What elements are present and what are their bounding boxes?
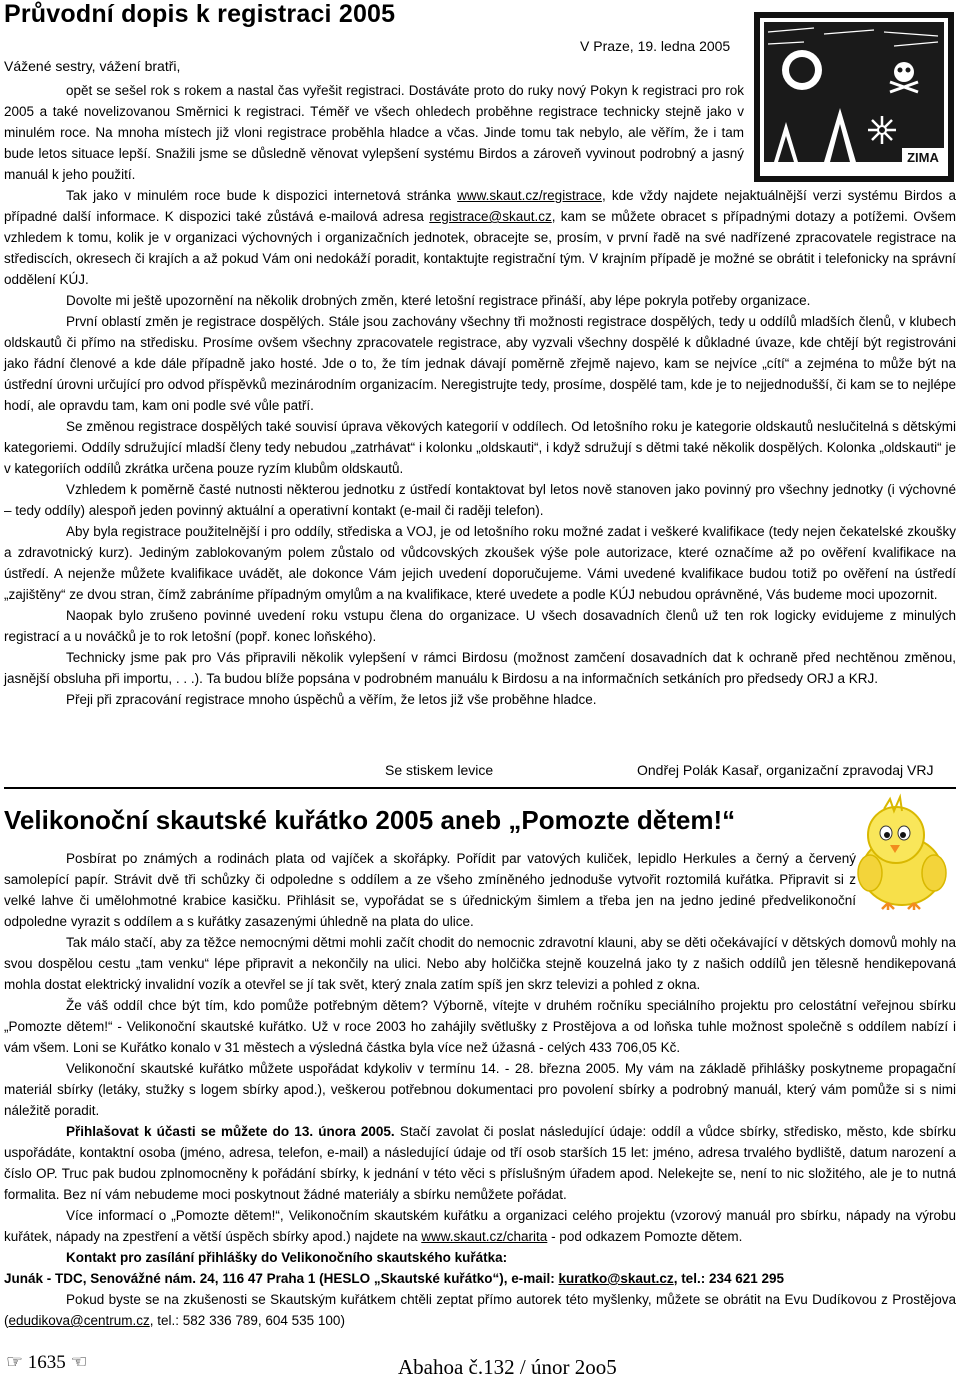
registration-email-link[interactable]: registrace@skaut.cz	[429, 209, 552, 224]
charity-url-link[interactable]: www.skaut.cz/charita	[421, 1229, 548, 1244]
article-paragraph-2: Tak málo stačí, aby za těžce nemocnými dětmi mohli začít chodit do nemocnic zdravotní klauni, aby se děti očekávající v dětských domovů mohly na svou dospělou cestu „tam venku“ lépe připravit a nekončily na ulici. Nebo aby holčička stejně kouzelná jako ty z našich oddílů jen tělesně hendikepovaná mohla dostat elektrický invalidní vozík a otevřel se jí tak svět, který znala zatím spíš jen skrz televizi a pohled z okna.	[4, 935, 956, 992]
woodcut-label: ZIMA	[907, 150, 939, 165]
pointing-hand-icon-left: ☜	[70, 1352, 88, 1373]
letter-paragraph-4: První oblastí změn je registrace dospělých. Stále jsou zachovány všechny tři možnosti registrace dospělých, tedy u oddílů mladších členů, v klubech oldskautů či přímo na středisku. Prosíme ovšem všechny zpracovatele registrace, aby vyzvali všechny dospělé k důkladné úvaze, kde chtějí být registrováni jako řádní členové a kde dále případně jako hosté. Jde o to, že tím jednak dávají poměrně zřejmě najevo, kam se nejvíce „cítí“ a zejména to může být na ústřední úrovni určující pro odvod příspěvků mezinárodním organizacím. Neregistrujte tedy, prosíme, dospělé tam, kde je to nejjednodušší, či kam se to nejlépe hodí, ale opravdu tam, kam oni podle své vůle patří.	[4, 314, 956, 413]
letter-paragraph-10: Přeji při zpracování registrace mnoho úspěchů a věřím, že letos již vše proběhne hladce.	[66, 692, 597, 707]
letter-paragraph-2: Tak jako v minulém roce bude k dispozici internetová stránka www.skaut.cz/registrace, kde vždy najdete nejaktuálnější verzi systému Birdos a případné další informace. K dispozici také zůstává e-mailová adresa registrace@skaut.cz, kam se můžete obracet s případnými dotazy a potížemi. Ovšem vzhledem k tomu, kolik je v organizaci výchovných i organizačních jednotek, obracejte se, prosím, v první řadě na své nadřízené zpracovatele registrace na střediscích, okresech či krajích a až pokud Vám oni nedokáží poradit, kontaktujte registrační tým. V krajním případě je možné se obrátit i telefonicky na správní oddělení KÚJ.	[4, 188, 956, 287]
article-body	[4, 848, 956, 1331]
kuratko-email-link[interactable]: kuratko@skaut.cz	[558, 1271, 674, 1286]
signature-greeting: Se stiskem levice	[385, 762, 494, 778]
article-paragraph-7: Pokud byste se na zkušenosti se Skautským kuřátkem chtěli zeptat přímo autorek této myšlenky, můžete se obrátit na Evu Dudíkovou z Prostějova (edudikova@centrum.cz, tel.: 582 336 789, 604 535 100)	[4, 1292, 956, 1328]
letter-paragraph-3: Dovolte mi ještě upozornění na několik drobných změn, které letošní registrace přináší, aby lépe pokryla potřeby organizace.	[66, 293, 811, 308]
article-paragraph-5: Přihlašovat k účasti se můžete do 13. února 2005. Stačí zavolat či poslat následující údaje: oddíl a vůdce sbírky, středisko, město, kde sbírku uspořádáte, kontaktní osoba (jméno, adresa, telefon, e-mail) a následující údaje od tří osob starších 15 let: jméno, adresa trvalého bydliště, datum narození a číslo OP. Truc pak budou zplnomocněny k pořádání sbírky, k jednání v této věci s příslušným úřadem apod. Nelekejte se, není to nic složitého, ale je to nutná formalita. Bez ní vám nebudeme moci poskytnout žádné materiály a sbírku nemůžete pořádat.	[4, 1124, 956, 1202]
contact-address: Junák - TDC, Senovážné nám. 24, 116 47 Praha 1 (HESLO „Skautské kuřátko“), e-mail: kuratko@skaut.cz, tel.: 234 621 295	[4, 1271, 785, 1286]
letter-greeting: Vážené sestry, vážení bratři,	[4, 58, 181, 74]
letter-paragraph-8: Naopak bylo zrušeno povinné uvedení roku vstupu člena do organizace. U všech dosavadních členů už ten rok logicky evidujeme z minulých registrací a u nováčků je to rok letošní (popř. konec loňského).	[4, 608, 956, 644]
contact-heading: Kontakt pro zasílání přihlášky do Velikonočního skautského kuřátka:	[66, 1250, 508, 1265]
article-paragraph-3: Že váš oddíl chce být tím, kdo pomůže potřebným dětem? Výborně, vítejte v druhém ročníku speciálního projektu pro celostátní veřejnou sbírku „Pomozte dětem!“ - Velikonoční skautské kuřátko. Už v roce 2003 ho zahájily světlušky z Prostějova a od loňska tuhle možnost společně s oddílem nabízí i vám všem. Loni se Kuřátko konalo v 31 městech a výsledná částka byla více než úžasná - celých 433 706,05 Kč.	[4, 998, 956, 1055]
winter-woodcut-image	[754, 12, 954, 182]
signup-deadline: Přihlašovat k účasti se můžete do 13. února 2005.	[66, 1124, 395, 1139]
letter-paragraph-9: Technicky jsme pak pro Vás připravili několik vylepšení v rámci Birdosu (možnost zamčení dosavadních dat k ochraně před nechtěnou změnou, jasnější obsluha při importu, . . .). Ta budou blíže popsána v podrobném manuálu k Birdosu a na informačních setkáních pro předsedy ORJ a KRJ.	[4, 650, 956, 686]
page-number: ☞ 1635 ☜	[6, 1352, 88, 1373]
letter-paragraph-1: opět se sešel rok s rokem a nastal čas vyřešit registraci. Dostáváte proto do ruky nový Pokyn k registraci pro rok 2005 a také novelizovanou Směrnici k registraci. Téměř ve všech ohledech proběhne registrace technicky stejně jako v minulém roce. Na mnoha místech již vloni registrace proběhla hladce a včas. Jinde tomu tak nebylo, ale věřím, že i tam bude letos situace lepší. Snažili jsme se důsledně věnovat vylepšení systému Birdos a zároveň vyvinout podrobný a jasný manuál k jeho použití.	[4, 83, 744, 182]
letter-intro-paragraph	[4, 80, 744, 185]
signature-author: Ondřej Polák Kasař, organizační zpravodaj VRJ	[637, 762, 934, 778]
issue-label: Abahoa č.132 / únor 2oo5	[398, 1355, 617, 1379]
letter-paragraph-5: Se změnou registrace dospělých také souvisí úprava věkových kategorií v oddílech. Od letošního roku je kategorie oldskautů neslučitelná s dětskými kategoriemi. Oddíly sdružující mladší členy tedy nebudou „zatrhávat“ i kolonku „oldskauti“, i když sdružují s dětmi také několik dospělých. Kolonka „oldskauti“ je v kategoriích oddílů zkrátka určena pouze ryzím klubům oldskautů.	[4, 419, 956, 476]
registration-url-link[interactable]: www.skaut.cz/registrace	[457, 188, 602, 203]
article-paragraph-6: Více informací o „Pomozte dětem!“, Velikonočním skautském kuřátku a organizaci celého projektu (vzorový manuál pro sbírku, nápady na výrobu kuřátek, nápady na zpestření a větší úspěch sbírky apod.) najdete na www.skaut.cz/charita - pod odkazem Pomozte dětem.	[4, 1208, 956, 1244]
pointing-hand-icon: ☞	[6, 1352, 24, 1373]
article-paragraph-4: Velikonoční skautské kuřátko můžete uspořádat kdykoliv v termínu 14. - 28. března 2005. My vám na základě přihlášky poskytneme propagační materiál sbírky (letáky, stužky s logem sbírky apod.), veškerou potřebnou dokumentaci pro povolení sbírky a podrobný manuál, který vám pomůže si s nimi náležitě poradit.	[4, 1061, 956, 1118]
letter-paragraph-6: Vzhledem k poměrně časté nutnosti některou jednotku z ústředí kontaktovat byl letos nově stanoven jako povinný pro všechny jednotky (i výchovné – tedy oddíly) alespoň jeden povinný aktuální a operativní kontakt (e-mail či raději telefon).	[4, 482, 956, 518]
article-paragraph-1: Posbírat po známých a rodinách plata od vajíček a skořápky. Pořídit par vatových kuliček, lepidlo Herkules a černý a červený samolepící papír. Strávit dvě tři schůzky či odpoledne s oddílem a ze všeho zmíněného jednoduše vytvořit roztomilá kuřátka. Připravit si z velké lahve či umělohmotné krabice kasičku. Přihlásit se, vypořádat se s úřednickým šimlem a třeba jen na jedno jediné předvelikonoční odpoledne vyrazit s oddílem a s kuřátky zasazenými úhledně na plata do ulice.	[4, 851, 856, 929]
author-email-link[interactable]: edudikova@centrum.cz	[8, 1313, 150, 1328]
section-divider	[4, 787, 956, 789]
letter-title: Průvodní dopis k registraci 2005	[4, 0, 396, 28]
article-title: Velikonoční skautské kuřátko 2005 aneb „Pomozte dětem!“	[4, 805, 736, 835]
letter-paragraph-7: Aby byla registrace použitelnější i pro oddíly, střediska a VOJ, je od letošního roku možné zadat i veškeré kvalifikace (tedy nejen čekatelské zkoušky a zdravotnický kurz). Jediným zablokovaným polem zůstalo od vůdcovských zkoušek výše pole autorizace, které označíme až po ověření kvalifikace na ústředí. A nejenže můžete kvalifikace uvádět, ale dokonce Vám jejich uvedení doporučujeme. Vámi uvedené kvalifikace budou totiž po ověření na ústředí „zajištěny“ ze dvou stran, čímž zabráníme případným omylům a na kvalifikace, které uvedete a podle KÚJ nebudou oprávněné, Vás budeme moci upozornit.	[4, 524, 956, 602]
letter-date: V Praze, 19. ledna 2005	[580, 38, 731, 54]
letter-body	[4, 185, 956, 710]
